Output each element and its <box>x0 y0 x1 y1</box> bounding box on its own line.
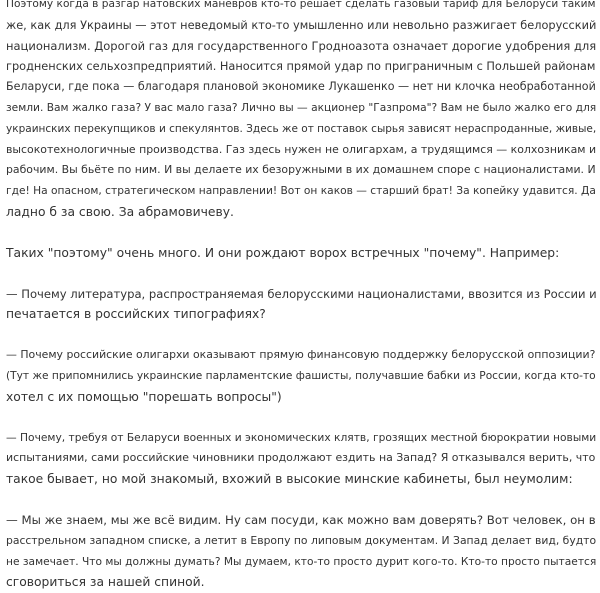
text-line: не замечает. Что мы должны думать? Мы думаем, кто-то просто дурит кого-то. Кто-то просто пытается <box>6 554 597 568</box>
text-line: — Почему литература, распространяемая белорусскими националистами, ввозится из России и <box>6 286 597 301</box>
text-line: хотел с их помощью "порешать вопросы") <box>6 389 282 404</box>
text-line: расстрельном западном списке, а летит в Европу по липовым документам. И Запад делает вид, будто <box>6 533 597 547</box>
text-line: ладно б за свою. За абрамовичеву. <box>6 204 234 219</box>
text-line: украинских перекупщиков и спекулянтов. Здесь же от поставок сырья зависят нераспроданные, живые, <box>6 122 597 135</box>
paragraph-quote-acquaintance <box>6 510 600 593</box>
text-line: сговориться за нашей спиной. <box>6 575 205 590</box>
text-line: земли. Вам жалко газа? У вас мало газа? Лично вы — акционер "Газпрома"? Вам не было жалко его для <box>6 100 597 114</box>
text-line: Таких "поэтому" очень много. И они рождают ворох встречных "почему". Например: <box>6 245 560 260</box>
paragraph-question-oligarchs <box>6 345 600 407</box>
text-line: же, как для Украины — этот неведомый кто-то умышленно или невольно разжигает белорусский <box>6 17 597 32</box>
text-line: Беларуси, где пока — благодаря плановой экономике Лукашенко — нет ни клочка необработанной <box>6 80 596 94</box>
text-line: испытаниями, сами российские чиновники продолжают ездить на Запад? Я отказывался верить, что <box>6 451 596 465</box>
paragraph-gas-tariff <box>6 0 600 223</box>
text-line: где! На опасном, стратегическом направлении! Вот он каков — старший брат! За копейку удавится. Да <box>6 184 596 198</box>
paragraph-many-reasons <box>6 243 600 264</box>
text-line: — Почему российские олигархи оказывают прямую финансовую поддержку белорусской оппозиции? <box>6 348 596 362</box>
text-line: (Тут же припомнились украинские парламентские фашисты, получавшие бабки из России, когда кто-то <box>6 368 596 382</box>
text-line: Поэтому когда в разгар натовских манёвров кто-то решает сделать газовый тариф для Белоруси таким <box>6 0 596 10</box>
text-line: гродненских сельхозпредприятий. Наносится прямой удар по приграничным с Польшей районам <box>6 59 596 74</box>
text-line: национализм. Дорогой газ для государственного Гродноазота означает дорогие удобрения для <box>6 38 597 53</box>
text-line: — Почему, требуя от Беларуси военных и экономических клятв, грозящих местной бюрократии новыми <box>6 430 597 444</box>
paragraph-question-literature <box>6 284 600 326</box>
paragraph-question-officials <box>6 428 600 490</box>
text-line: печатается в российских типографиях? <box>6 307 266 322</box>
text-line: такое бывает, но мой знакомый, вхожий в высокие минские кабинеты, был неумолим: <box>6 472 573 487</box>
text-line: — Мы же знаем, мы же всё видим. Ну сам посуди, как можно вам доверять? Вот человек, он в <box>6 512 596 527</box>
text-line: высокотехнологичные производства. Газ здесь нужен не олигархам, а трудящимся — колхозникам и <box>6 142 597 156</box>
text-line: рабочим. Вы бьёте по ним. И вы делаете их безоружными в их домашнем споре с националистами. И <box>6 163 596 177</box>
